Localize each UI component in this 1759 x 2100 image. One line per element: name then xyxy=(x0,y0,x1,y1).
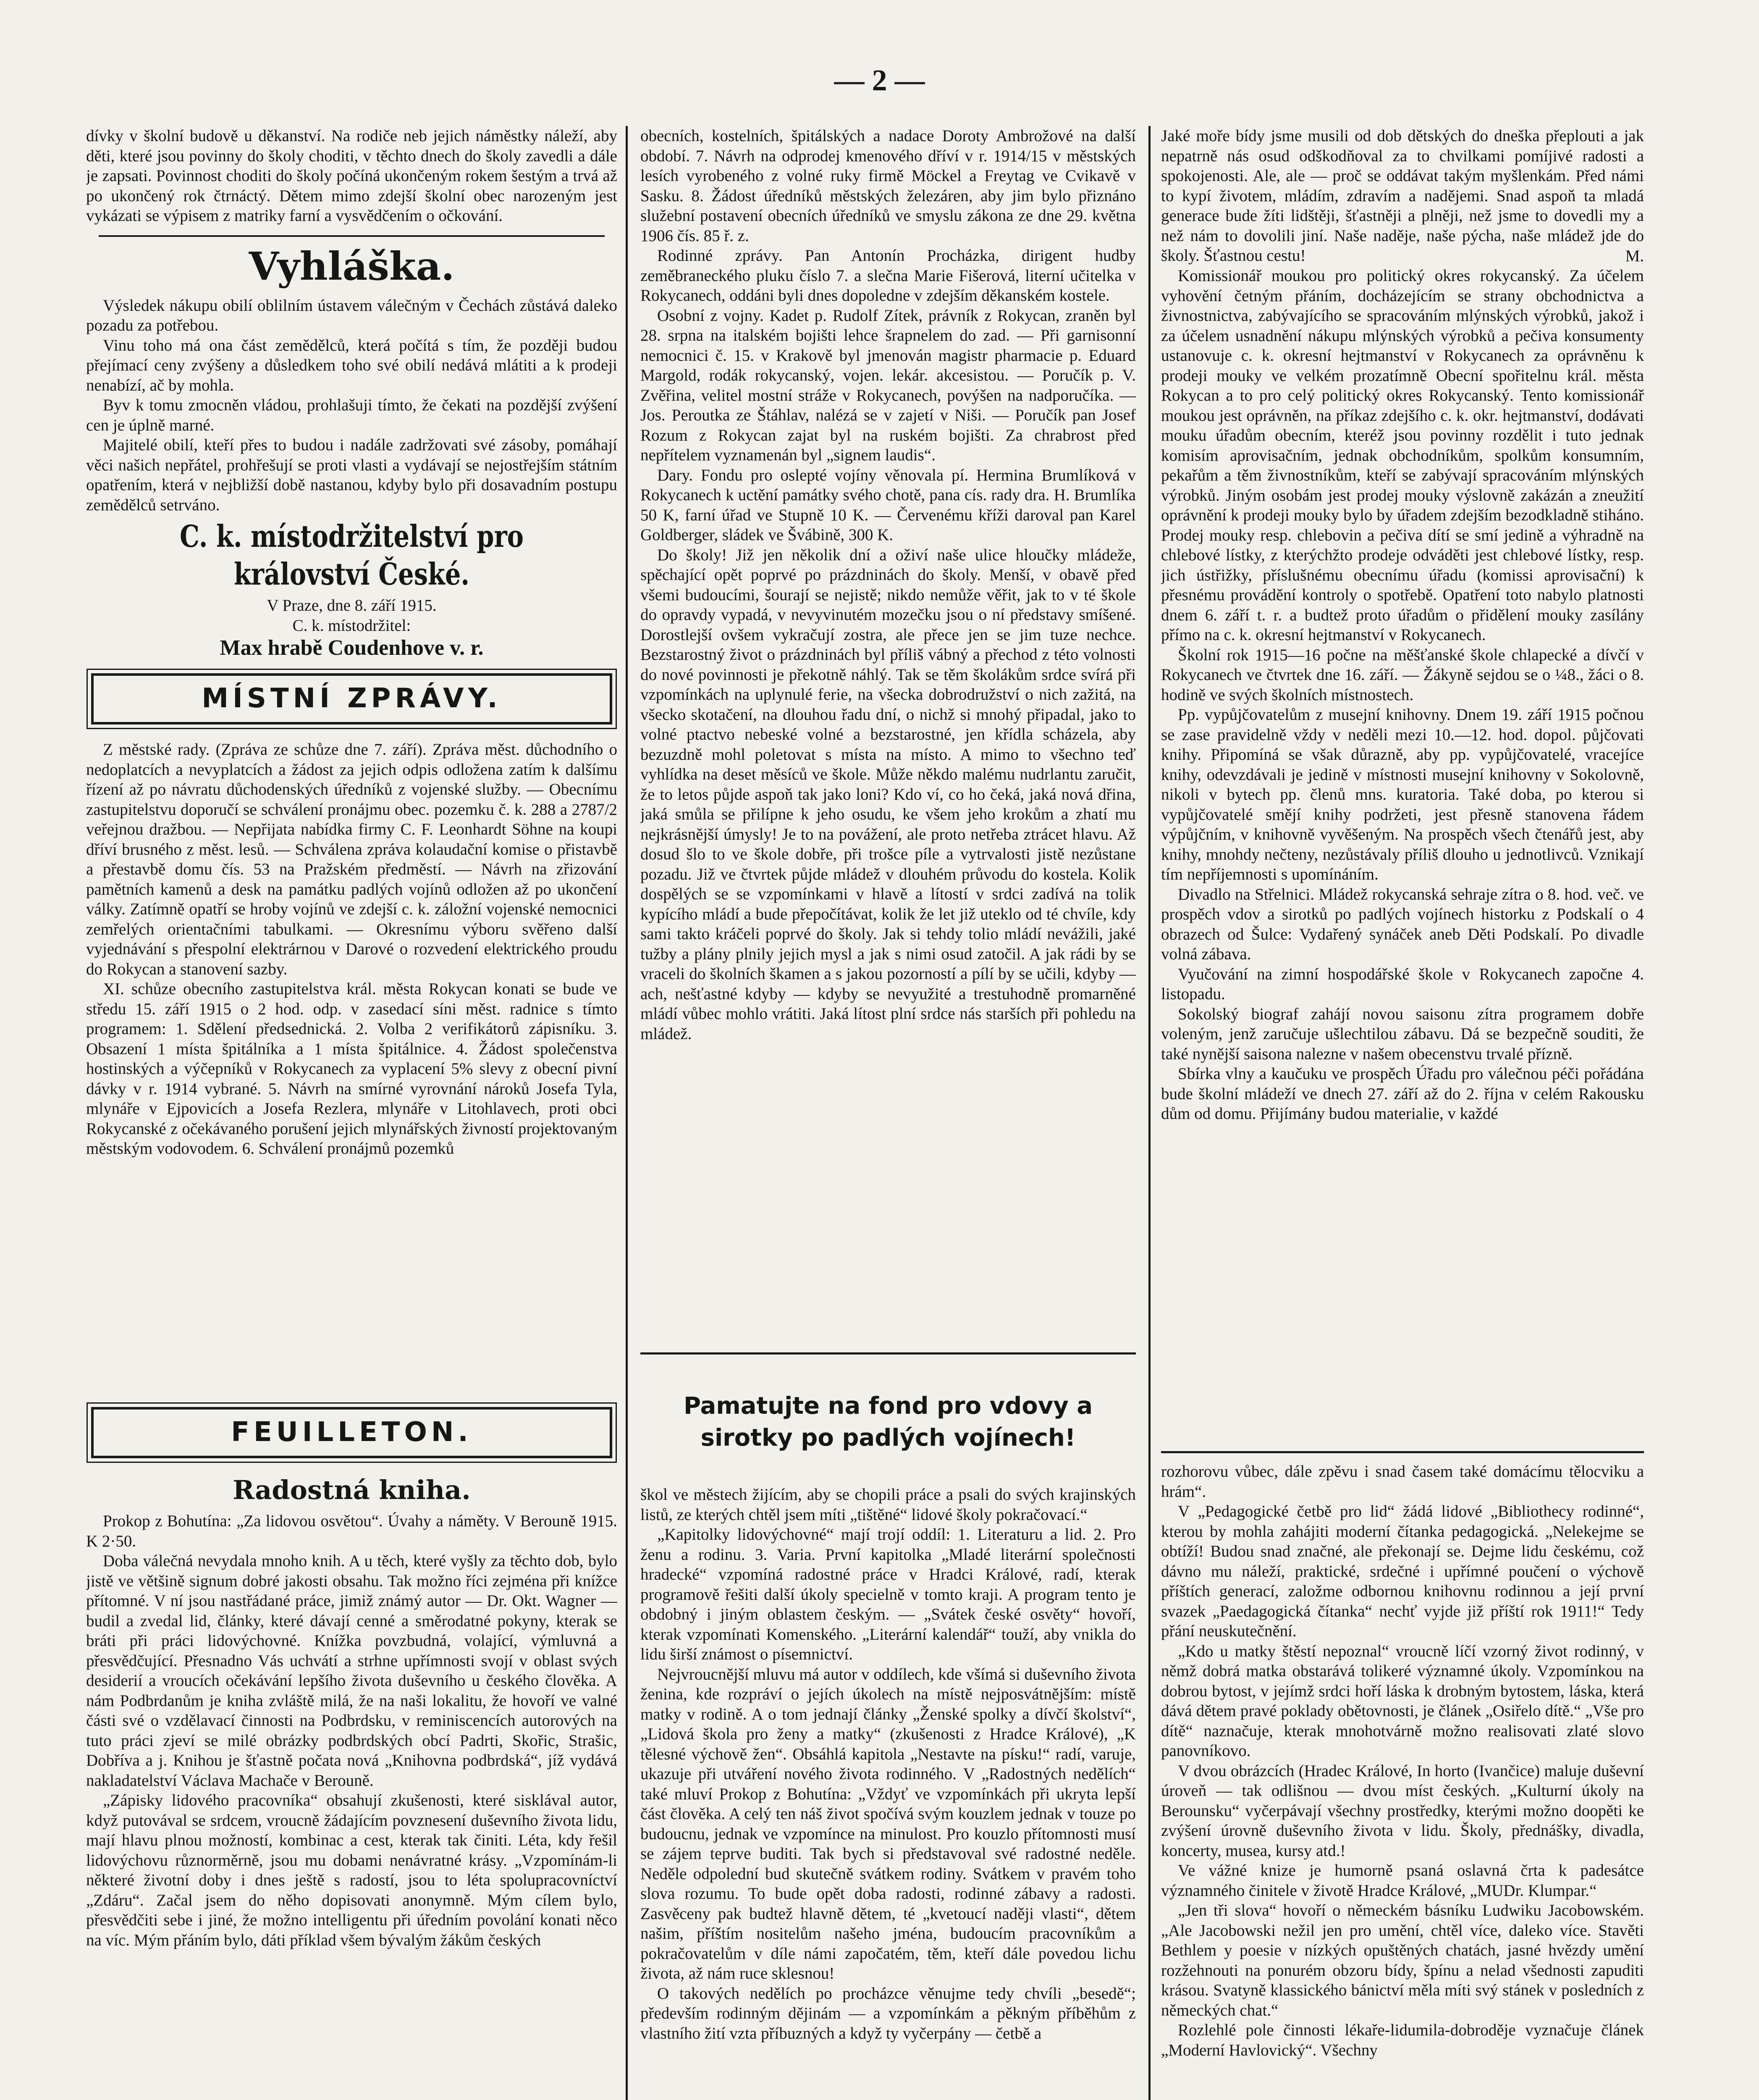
feuilleton-heading: FEUILLETON. xyxy=(231,1417,472,1448)
skolni-rok: Školní rok 1915—16 počne na měšťanské škole chlapecké a dívčí v Rokycanech ve čtvrtek dne 16. září. — Žákyně sejdou se o ¼8., žáci o 8. hodině ve svých školních místnostech. xyxy=(1161,646,1644,704)
dva-obrazky: V dvou obrázcích (Hradec Králové, In horto (Ivančice) maluje duševní úroveň — tak odlišnou — dvou míst českých. „Kulturní úkoly na Berounsku“ vyčerpávají všechny prostředky, kterými možno doopěti ke zvýšení úrovně duševního života v lidu. Školy, přednášky, divadla, koncerty, musea, kursy atd.! xyxy=(1161,1761,1644,1860)
vyhlaska-title: Vyhláška. xyxy=(249,243,455,289)
column-divider-left xyxy=(626,126,628,2100)
mistni-zpravy-heading-box xyxy=(91,673,612,724)
mestska-rada-paragraph: Z městské rady. (Zpráva ze schůze dne 7. září). Zpráva měst. důchodního o nedoplatcích a nevyplatcích a žádost za jejich odpis odložena zatím k dalšímu řízení až po návratu důchodenských úředníků z vojenské služby. — Obecnímu zastupitelstvu doporučí se schválení pronájmu obec. pozemku č. k. 288 a 2787/2 veřejnou dražbou. — Nepřijata nabídka firmy C. F. Leonhardt Söhne na koupi dříví brusného z měst. lesů. — Schválena zpráva kolaudační komise o přistavbě a přestavbě domu čís. 53 na Pražském předměstí. — Návrh na zřizování pamětních kamenů a desk na památku padlých vojínů odložen až po ukončení války. Zatímně opatří se hroby vojínů ve zdejší c. k. záložní vojenské nemocnici zemřelých orientačními tabulkami. — Okresnímu výboru svěřeno další vyjednávání s přespolní elektrárnou v Darové o rozvedení elektrického proudu do Rokycan a stanovení sazby. xyxy=(86,740,617,978)
pedagogicka-cetba: V „Pedagogické četbě pro lid“ žádá lidové „Bibliothecy rodinné“, kterou by mohla zahájiti moderní čítanka pedagogická. „Nelekejme se obtíží! Budou snad značné, ale překonají se. Dejme lidu českému, což dávno mu náleží, praktické, srdečné i upřímné poučení o výchově příštích generací, založme odbornou knihovnu rodinnou a její první svazek „Paedagogická čítanka“ nechť vyjde již příští rok 1911!“ Tedy přání neuskutečnění. xyxy=(1161,1502,1644,1640)
feuilleton-paragraph-2: Doba válečná nevydala mnoho knih. A u těch, které vyšly za těchto dob, bylo jistě ve většině signum dobré jakosti obsahu. Tak možno říci zejména při knížce přítomné. V ní jsou nastřádané práce, jimiž známý autor — Dr. Okt. Wagner — budil a zvedal lid, články, které dávají cenné a směrodatné pokyny, kterak se bráti při práci lidovýchovné. Knížka povzbudná, volající, výmluvná a přesvědčující. Přesnadno Vás uchvátí a strhne upřímnosti svojí v oblast svých desiderií a vroucích očekávání lepšího života duševního u českého člověka. A nám Podbrdanům je kniha zvláště milá, že na naši lokalitu, že hovoří ve valné části své o vzdělavací činnosti na Podbrdsku, v reminiscencích autorových na tuto práci zjeví se milé obrázky podbrdských obcí Padrti, Skořic, Strašic, Dobříva a j. Knihou je šťastně počata nová „Knihovna podbrdská“, jíž vydává nakladatelství Václava Machače v Berouně. xyxy=(86,1552,617,1790)
radostna-kniha-title: Radostná kniha. xyxy=(233,1475,471,1505)
pamatujte-banner: Pamatujte na fond pro vdovy a sirotky po padlých vojínech! xyxy=(683,1392,1093,1452)
column-2-bottom xyxy=(640,1485,1136,2100)
feuilleton-paragraph-3: „Zápisky lidového pracovníka“ obsahují zkušenosti, které sisklával autor, když putovával se srdcem, vroucně žádajícím povznesení duševního života lidu, mají hlavu plnou možností, kombinac a cest, kterak tak činiti. Léta, kdy řešil lidovýchovu různorměrně, jsou mu dobami nenávratné krásy. „Vzpomínám-li některé životní doby i dnes ještě s radostí, jsou to léta spolupracovníctví „Zdáru“. Začal jsem do něho dopisovati anonymně. Mým cílem bylo, přesvědčiti sebe i jiné, že možno intelligentu při úředním povolání konati něco na víc. Mým přáním bylo, dáti příklad všem bývalým žákům českých xyxy=(86,1791,617,1949)
program-continuation: obecních, kostelních, špitálských a nadace Doroty Ambrožové na další období. 7. Návrh na odprodej kmenového dříví v r. 1914/15 v městských lesích vyrobeného z volné ruky firmě Möckel a Freytag ve Cvikavě v Sasku. 8. Žádost úředníků městských železáren, aby jim bylo přiznáno služební postavení obecních úředníků ve smyslu zákona ze dne 29. května 1906 čís. 85 ř. z. xyxy=(640,127,1136,245)
divadlo-na-strelnici: Divadlo na Střelnici. Mládež rokycanská sehraje zítra o 8. hod. več. ve prospěch vdov a sirotků po padlých vojínech historku z Podskalí o 4 obrazech od Šulce: Vydařený synáček aneb Děti Podskalí. Po divadle volná zábava. xyxy=(1161,885,1644,963)
kdo-u-matky: „Kdo u matky štěstí nepoznal“ vroucně líčí vzorný život rodinný, v němž dobrá matka obstarává tolikeré významné úkoly. Vzpomínkou na dobrou bytost, v jejímž srdci hoří láska k drobným bytostem, láska, která dává dětem pravé poklady obětovnosti, je článek „Osiřelo dítě.“ „Vše pro dítě“ naznačuje, kterak mnohotvárně možno realisovati zlaté slovo panovníkovo. xyxy=(1161,1642,1644,1760)
humorna-crta: Ve vážné knize je humorně psaná oslavná črta k padesátce významného činitele v životě Hradce Králové, „MUDr. Klumpar.“ xyxy=(1161,1861,1644,1900)
vyhlaska-paragraph-3: Byv k tomu zmocněn vládou, prohlašuji tímto, že čekati na pozdější zvýšení cen je úplně marné. xyxy=(86,396,617,434)
section-rule xyxy=(99,235,605,237)
signer-title: C. k. místodržitel: xyxy=(292,616,411,635)
nejvroucnejsi: Nejvroucnější mluvu má autor v oddílech, kde všímá si duševního života ženina, kde rozpráví o jejích úkolech na místě nejposvátnějším: místě matky v rodině. A o tom jednají články „Ženské spolky a dívčí školství“, „Lidová škola pro ženy a matky“ (zkušenosti z Hradce Králové), „K tělesné výchově žen“. Obsáhlá kapitola „Nestavte na písku!“ radí, varuje, ukazuje při utváření nového života rodinného. V „Radostných nedělích“ také mluví Prokop z Bohutína: „Vždyť ve vzpomínkách při ukryta lepší část člověka. A celý ten náš život spočívá svým kouzlem jednak v touze po budoucnu, jednak ve vzpomínce na minulost. Pro kouzlo přítomnosti musí se zájem teprve buditi. Tak bych si představoval své radostné neděle. Neděle odpolední bud skutečně svátkem rodiny. Svátkem v pravém toho slova rozumu. To bude opět doba radosti, rodinné zábavy a radosti. Zasvěceny pak budtež hlavně dětem, té „kvetoucí naději vlasti“, dětem našim, příštím nositelům našeho jména, budoucím pracovníkům a pokračovatelům v díle námi započatém, těm, kteří dále povedou lichu života, až nám ruce sklesnou! xyxy=(640,1665,1136,1982)
page-number: — 2 — xyxy=(834,63,925,97)
zastupitelstvo-paragraph: XI. schůze obecního zastupitelstva král. města Rokycan konati se bude ve středu 15. září 1915 o 2 hod. odp. v zasedací síni měst. radnice s tímto programem: 1. Sdělení předsednická. 2. Volba 2 verifikátorů zápisníku. 3. Obsazení 1 místa špitálníka a 1 místa špitálnice. 4. Žádost společenstva hostinských a výčepníků v Rokycanech za vyplacení 5% slevy z obecní pivní dávky v r. 1914 vybrané. 5. Návrh na smírné vyrovnání nároků Josefa Tyla, mlynáře v Ejpovicích a Josefa Rezlera, mlynáře v Litohlavech, proti obci Rokycanské z očekávaného porušení jejich mlynářských živností projektovaným městským vodovodem. 6. Schválení pronájmů pozemků xyxy=(86,980,617,1158)
column-1-bottom xyxy=(86,1399,617,2100)
o-takovych-nedelich: O takových nedělích po procházce věnujme tedy chvíli „besedě“; především rodinným dějinám — a vzpomínkám a pěkným příběhům z vlastního žití vzta příbuzných a když ty vyčerpány — četbě a xyxy=(640,1984,1136,2042)
osobni-z-vojny: Osobní z vojny. Kadet p. Rudolf Zítek, právník z Rokycan, zraněn byl 28. srpna na italském bojišti lehce šrapnelem do zad. — Při garnisonní nemocnici č. 15. v Krakově byl jmenován magistr pharmacie p. Eduard Margold, rodák rokycanský, vojen. lekár. akcesistou. — Poručík p. V. Zvěřina, velitel mostní stráže v Rokycanech, povýšen na nadporučíka. — Jos. Peroutka ze Štáhlav, nalézá se v zajetí v Niši. — Poručík pan Josef Rozum z Rokycan zajat byl na ruském bojišti. Za chrabrost před nepřítelem vyznamenán byl „signem laudis“. xyxy=(640,306,1136,464)
column-1-top xyxy=(86,126,617,1390)
column-divider-right xyxy=(1148,126,1151,2100)
column-3-top xyxy=(1161,126,1644,1436)
sbirka-vlny: Sbírka vlny a kaučuku ve prospěch Úřadu pro válečnou péči pořádána bude školní mládeží ve dnech 27. září až do 2. října v celém Rakousku dům od domu. Přijímány budou materialie, v každé xyxy=(1161,1065,1644,1123)
komissionar-moukou: Komissionář moukou pro politický okres rokycanský. Za účelem vyhovění četným přáním, docházejícím se strany obchodnictva a živnostnictva, zabývajícího se spracováním mlýnských výrobků, jakož i za účelem usnadnění nákupu mlýnských výrobků a pečiva konsumenty ustanovuje c. k. okresní hejtmanství v Rokycanech za oprávněnu k prodeji mouky ve velkém prozatímně Obecní spořitelnu král. města Rokycan a to pro celý politický okres Rokycanský. Tento komissionář moukou jest oprávněn, na příkaz zdejšího c. k. okr. hejtmanství, dodávati mouku úřadům obecním, kteréž jsou povinny rozdělit i tuto jednak komisím aprovisačním, jednak obchodníkům, spolkům konsumním, pekařům a těm živnostníkům, kteří se zabývají spracováním mlýnských výrobků. Jiným osobám jest prodej mouky výslovně zakázán a zneužití oprávnění k prodeji mouky bylo by úřadem zdejším bezodkladně stiháno. Prodej mouky resp. chlebovin a pečiva dítí se smí jedině a výhradně na chlebové lístky, z kterýchžto prodeje odváděti jest chlebové lístky, resp. jich ústřižky, příslušnému obecnímu úřadu (komissi aprovisační) k přesnému provádění kontroly o spotřebě. Opatření toto nabylo platnosti dnem 6. září t. r. a budtež proto úřadům o přidělení mouky zasílány přímo na c. k. okresní hejtmanství v Rokycanech. xyxy=(1161,267,1644,644)
place-date: V Praze, dne 8. září 1915. xyxy=(267,596,437,614)
vyhlaska-paragraph-1: Výsledek nákupu obilí oblilním ústavem válečným v Čechách zůstává daleko pozadu za potřebou. xyxy=(86,296,617,334)
signer-name: Max hrabě Coudenhove v. r. xyxy=(220,636,484,660)
jen-tri-slova: „Jen tři slova“ hovoří o německém básníku Ludwiku Jacobowském. „Ale Jacobowski nežil jen pro umění, chtěl více, daleko více. Stavěti Bethlem y poesie v nízkých opuštěných chatách, jasné hvězdy umění rozžehnouti na ponurém obzoru bídy, špínu a nelad všednosti zapuditi krásou. Svatyně klassického bánictví měla míti svý stánek v posledních z německých chat.“ xyxy=(1161,1901,1644,2019)
feuilleton-col3-start: rozhorovu vůbec, dále zpěvu i snad časem také domácímu tělocviku a hrám“. xyxy=(1161,1462,1644,1501)
office-name: C. k. místodržitelství pro království České. xyxy=(179,518,524,592)
kapitolky: „Kapitolky lidovýchovné“ mají trojí oddíl: 1. Literaturu a lid. 2. Pro ženu a rodinu. 3. Varia. První kapitolka „Mladé literární společnosti hradecké“ vzpomíná radostné práce v Hradci Králové, radí, kterak programově řešiti další úkoly specielně v tomto kraji. A program tento je obdobný i jiným oblastem českým. — „Svátek české osvěty“ hovoří, kterak vzpomínati Komenského. „Literární kalendář“ touží, aby vnikla do lidu širší známost o písemnictví. xyxy=(640,1525,1136,1663)
sokolsky-biograf: Sokolský biograf zahájí novou saisonu zítra programem dobře voleným, jenž zaručuje ušlechtilou zábavu. Dá se bezpečně souditi, že také nynější saisona nalezne v našem obecenstvu trvalé přízně. xyxy=(1161,1005,1644,1063)
vyhlaska-paragraph-4: Majitelé obilí, kteří přes to budou i nadále zadržovati své zásoby, pomáhají věci našich nepřátel, prohřešují se proti vlasti a vydávají se nejostřejším státním opatřením, která v nejbližší době nastanou, kdyby bylo při dosavadním postupu zemědělců setrváno. xyxy=(86,436,617,514)
feuilleton-heading-box xyxy=(91,1407,612,1458)
feuilleton-continuation: škol ve městech žijícím, aby se chopili práce a psali do svých krajinských listů, ze kterých chtěl jsem míti „tištěné“ lidové školy pokračovací.“ xyxy=(640,1486,1136,1524)
vyhlaska-paragraph-2: Vinu toho má ona část zemědělců, která počítá s tím, že později budou přejímací ceny zvýšeny a důsledkem toho své obilí nedává mlátiti a k prodeji nenabízí, ač by mohla. xyxy=(86,336,617,394)
musejni-knihovna: Pp. vypůjčovatelům z musejní knihovny. Dnem 19. září 1915 počnou se zase pravidelně vždy v neděli mezi 10.—12. hod. dopol. půjčovati knihy. Připomíná se však důrazně, aby pp. vypůjčovatelé, vracejíce knihy, odevzdávali je jedině v místnosti musejní knihovny v Sokolovně, nikoli v bytech pp. členů mns. kuratoria. Také doba, po kterou si vypůjčovatelé smějí knihy podržeti, jest přesně stanovena řádem výpůjčním, v knihovně vyvěšeným. Na prospěch všech čtenářů jest, aby knihy, mnohdy nečteny, nezůstávaly příliš dlouho u jednotlivců. Vznikají tím nepříjemnosti s upomínáním. xyxy=(1161,706,1644,883)
column-3-bottom xyxy=(1161,1462,1644,2100)
skola-continuation: Jaké moře bídy jsme musili od dob dětských do dneška přeplouti a jak nepatrně nás osud odškodňoval za to chvilkami pomíjivé radosti a spokojenosti. Ale, ale — proč se oddávat takým myšlenkám. Před námi to kypí životem, mládím, zdravím a nadějemi. Snad aspoň ta mladá generace bude žíti lidštěji, šťastněji a plněji, než jsme to dovedli my a než nám to dovolili jiní. Naše naděje, naše pýcha, naše mládež jde do školy. Šťastnou cestu! xyxy=(1161,127,1644,265)
author-initial: M. xyxy=(1625,247,1644,265)
do-skoly: Do školy! Již jen několik dní a oživí naše ulice hloučky mládeže, spěchající opět poprvé po prázdninách do školy. Menší, v obavě před všemi budoucími, šourají se nejistě; nikdo nemůže věřit, jak to v té škole do opravdy vypadá, v nevyvinutém mozečku jsou o ní představy smíšené. Dorostlejší ovšem vykračují zostra, ale přece jen se jim tuze nechce. Bezstarostný život o prázdninách byl příliš vábný a přechod z této volnosti do nové povinnosti je překotně náhlý. Tak se těm školákům srdce svírá při vzpomínkách na uplynulé ferie, na všecka dobrodružství o nich zažitá, na všecko skotačení, na dlouhou řadu dní, o nichž si mnohý připadal, jako to volné ptactvo nebeské volné a bezstarostné, jen křídla scházela, aby bezuzdně mohl poletovat s místa na místo. A mimo to všechno teď vyhlídka na deset měsíců ve škole. Může někdo malému nudrlantu zaručit, že to letos půjde aspoň tak jako loni? Kdo ví, co ho čeká, jaká nová dřina, jaká smůla se přilípne k jeho osudu, ke všem jeho krokům a zhatí mu nejkrásnější úmysly! Je to na povážení, ale proto netřeba ztrácet hlavu. Až dosud šlo to ve škole dobře, při trošce píle a vytrvalosti jistě nezůstane pozadu. Již ve čtvrtek půjde mládež v dlouhém průvodu do kostela. Kolik dospělých se se vzpomínkami v hlavě a lítostí v srdci zadívá na tolik kypícího mládí a bude přepočítávat, kolik že let již uteklo od té chvíle, kdy sami takto kráčeli poprvé do školy. Jak si tehdy tolio mládí nevážili, jaké tužby a plány plnily jejich mysl a jak s nimi osud zatočil. A jak rádi by se vraceli do školních škamen a s jakou pozorností a pílí by se učili, kdyby — ach, nešťastné kdyby — kdyby se nevyužité a trestuhodně promarněné mládí vůbec mohlo vrátiti. Jaká lítost plní srdce nás starších při pohledu na mládež. xyxy=(640,546,1136,1043)
school-notice-end: dívky v školní budově u děkanství. Na rodiče neb jejich náměstky náleží, aby děti, které jsou povinny do školy choditi, v těchto dnech do školy zavedli a dále je zapsati. Povinnost choditi do školy počíná ukončeným rokem šestým a trvá až po ukončený rok čtrnáctý. Dětem mimo zdejší školní obec narozeným jest vykázati se výpisem z matriky farní a vysvědčením o očkování. xyxy=(86,127,617,225)
feuilleton-paragraph-1: Prokop z Bohutína: „Za lidovou osvětou“. Úvahy a náměty. V Berouně 1915. K 2·50. xyxy=(86,1512,617,1550)
column-2-top xyxy=(640,126,1136,1369)
rozlehle-pole: Rozlehlé pole činnosti lékaře-lidumila-dobroděje vyznačuje článek „Moderní Havlovický“. Všechny xyxy=(1161,2021,1644,2059)
rodinne-zpravy: Rodinné zprávy. Pan Antonín Procházka, dirigent hudby zeměbraneckého pluku číslo 7. a slečna Marie Fišerová, literní učitelka v Rokycanech, oddáni byli dnes dopoledne v zdejším děkanském kostele. xyxy=(640,247,1136,304)
hospodarska-skola: Vyučování na zimní hospodářské škole v Rokycanech započne 4. listopadu. xyxy=(1161,965,1644,1003)
mistni-zpravy-heading: MÍSTNÍ ZPRÁVY. xyxy=(202,683,502,714)
dary: Dary. Fondu pro oslepté vojíny věnovala pí. Hermina Brumlíková v Rokycanech k uctění památky svého chotě, pana cís. rady dra. H. Brumlíka 50 K, farní úřad ve Stupně 10 K. — Červenému kříži daroval pan Karel Goldberger, sládek ve Švábině, 300 K. xyxy=(640,466,1136,544)
horizontal-divider-col3 xyxy=(1161,1451,1644,1453)
